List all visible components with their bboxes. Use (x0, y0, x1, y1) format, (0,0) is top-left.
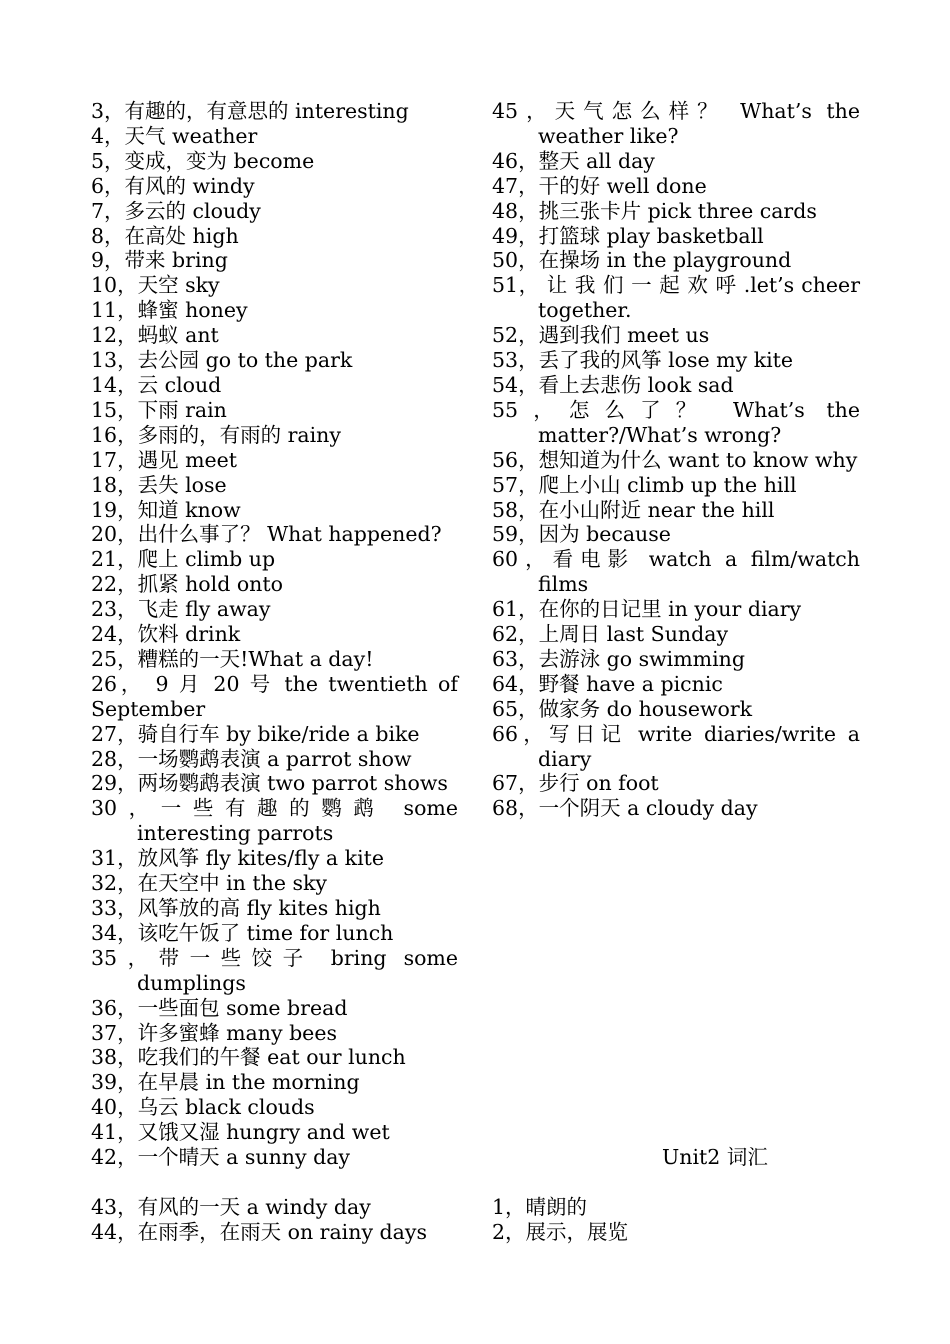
list-item: 50，在操场 in the playground (492, 248, 792, 273)
list-item: 18，丢失 lose (91, 472, 227, 497)
list-item: 6，有风的 windy (91, 173, 255, 198)
list-item: 31，放风筝 fly kites/fly a kite (91, 846, 385, 871)
list-item: 15，下雨 rain (91, 397, 227, 422)
list-item: 41，又饿又湿 hungry and wet (91, 1120, 390, 1145)
left-vocabulary-column (91, 99, 458, 1170)
list-item: 22，抓紧 hold onto (91, 572, 283, 597)
bottom-right-list (492, 1195, 860, 1245)
list-item: 24，饮料 drink (91, 622, 241, 647)
list-item: 3，有趣的，有意思的 interesting (91, 99, 409, 123)
list-item: 44，在雨季，在雨天 on rainy days (91, 1219, 427, 1244)
list-item: 8，在高处 high (91, 223, 239, 248)
list-item: 65，做家务 do housework (492, 696, 753, 721)
list-item: 47，干的好 well done (492, 173, 707, 198)
list-item: 1，晴朗的 (492, 1195, 588, 1219)
list-item: 19，知道 know (91, 497, 241, 522)
list-item: 33，风筝放的高 fly kites high (91, 896, 381, 920)
list-item: 64，野餐 have a picnic (492, 671, 723, 696)
list-item: 27，骑自行车 by bike/ride a bike (91, 721, 420, 746)
list-item: 40，乌云 black clouds (91, 1095, 315, 1120)
list-item: 21，爬上 climb up (91, 547, 276, 572)
list-item: 12，蚂蚁 ant (91, 323, 219, 348)
section-heading: Unit2 词汇 (662, 1145, 768, 1169)
list-item: 62，上周日 last Sunday (492, 622, 729, 647)
list-item: 63，去游泳 go swimming (492, 646, 745, 671)
list-item: 57，爬上小山 climb up the hill (492, 472, 797, 497)
list-item: 67，步行 on foot (492, 771, 659, 796)
list-item: 35，带一些饺子 bring some dumplings (91, 945, 458, 995)
list-item: 60，看电影 watch a film/watch films (492, 547, 860, 597)
list-item: 48，挑三张卡片 pick three cards (492, 198, 817, 223)
list-item: 45，天气怎么样？ What’s the weather like? (492, 99, 860, 148)
list-item: 30，一些有趣的鹦鹉 some interesting parrots (91, 796, 458, 846)
list-item: 46，整天 all day (492, 148, 655, 173)
list-item: 16，多雨的，有雨的 rainy (91, 422, 341, 447)
list-item: 66，写日记 write diaries/write a diary (492, 721, 860, 771)
list-item: 5，变成，变为 become (91, 148, 315, 173)
list-item: 42，一个晴天 a sunny day (91, 1145, 350, 1170)
list-item: 23，飞走 fly away (91, 597, 271, 622)
list-item: 37，许多蜜蜂 many bees (91, 1020, 337, 1045)
list-item: 36，一些面包 some bread (91, 995, 348, 1020)
list-item: 7，多云的 cloudy (91, 198, 261, 223)
list-item: 32，在天空中 in the sky (91, 871, 327, 896)
list-item: 61，在你的日记里 in your diary (492, 597, 802, 622)
list-item: 43，有风的一天 a windy day (91, 1195, 371, 1219)
list-item: 55，怎么了？ What’s the matter?/What’s wrong? (492, 397, 860, 447)
list-item: 17，遇见 meet (91, 447, 238, 472)
bottom-left-list (91, 1195, 458, 1245)
list-item: 59，因为 because (492, 522, 671, 547)
list-item: 26， 9 月 20 号 the twentieth of September (91, 671, 458, 721)
list-item: 29，两场鹦鹉表演 two parrot shows (91, 771, 448, 796)
list-item: 25，糟糕的一天!What a day! (91, 646, 374, 671)
list-item: 2，展示，展览 (492, 1219, 629, 1244)
list-item: 52，遇到我们 meet us (492, 323, 710, 348)
list-item: 54，看上去悲伤 look sad (492, 372, 734, 397)
list-item: 20，出什么事了？ What happened? (91, 522, 442, 547)
list-item: 53，丢了我的风筝 lose my kite (492, 348, 794, 373)
list-item: 14，云 cloud (91, 372, 222, 397)
list-item: 49，打篮球 play basketball (492, 223, 764, 248)
list-item: 38，吃我们的午餐 eat our lunch (91, 1045, 406, 1070)
list-item: 51， 让 我 们 一 起 欢 呼 .let’s cheer together. (492, 273, 860, 323)
list-item: 28，一场鹦鹉表演 a parrot show (91, 746, 412, 771)
right-vocabulary-column (492, 99, 860, 821)
list-item: 56，想知道为什么 want to know why (492, 447, 858, 472)
list-item: 39，在早晨 in the morning (91, 1070, 360, 1095)
list-item: 4，天气 weather (91, 123, 258, 148)
list-item: 11，蜂蜜 honey (91, 298, 248, 323)
list-item: 58，在小山附近 near the hill (492, 497, 775, 522)
list-item: 68，一个阴天 a cloudy day (492, 796, 758, 821)
list-item: 13，去公园 go to the park (91, 348, 353, 373)
list-item: 9，带来 bring (91, 248, 228, 273)
list-item: 34，该吃午饭了 time for lunch (91, 920, 394, 945)
list-item: 10，天空 sky (91, 273, 220, 298)
